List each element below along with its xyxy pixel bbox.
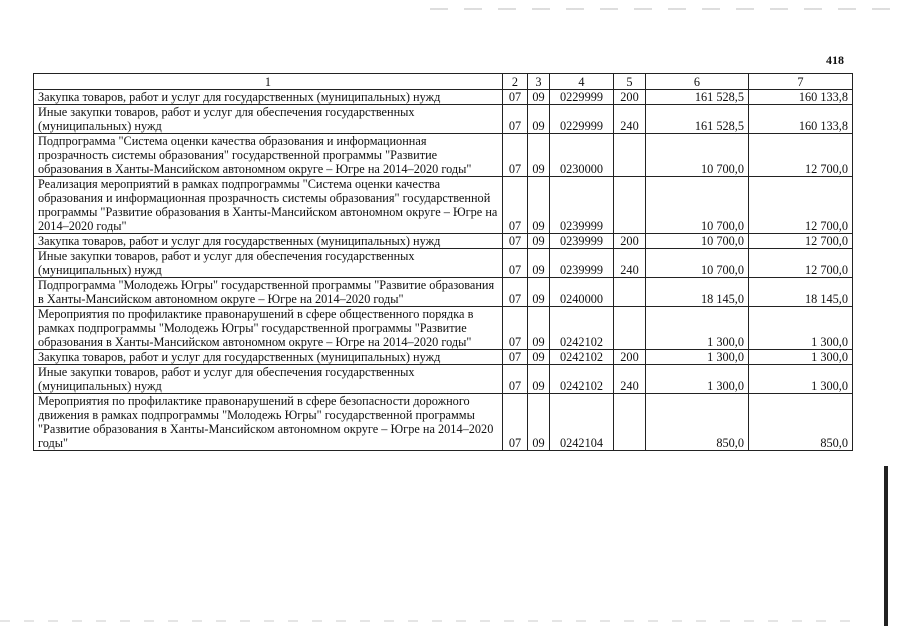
subsection-code-cell: 09 — [528, 234, 550, 249]
expense-type-cell — [614, 307, 646, 350]
table-row — [34, 177, 853, 234]
section-code-cell: 07 — [503, 365, 528, 394]
amount-year2-cell: 1 300,0 — [749, 365, 853, 394]
header-cell: 2 — [503, 74, 528, 90]
section-code-cell: 07 — [503, 278, 528, 307]
table-row — [34, 365, 853, 394]
section-code-cell: 07 — [503, 90, 528, 105]
row-name-cell: Иные закупки товаров, работ и услуг для обеспечения государственных (муниципальных) нужд — [34, 105, 503, 134]
expense-type-cell: 240 — [614, 249, 646, 278]
expense-type-cell — [614, 278, 646, 307]
section-code-cell: 07 — [503, 234, 528, 249]
expense-type-cell — [614, 177, 646, 234]
row-name-cell: Подпрограмма "Молодежь Югры" государственной программы "Развитие образования в Ханты-Мансийском автономном округе – Югре на 2014–2020 годы" — [34, 278, 503, 307]
expense-type-cell: 240 — [614, 365, 646, 394]
section-code-cell: 07 — [503, 249, 528, 278]
target-article-cell: 0239999 — [550, 249, 614, 278]
target-article-cell: 0230000 — [550, 134, 614, 177]
row-name-cell: Мероприятия по профилактике правонарушений в сфере общественного порядка в рамках подпрограммы "Молодежь Югры" государственной программы "Развитие образования в Ханты-Мансийском автономном округе – Югре на 2014–2020 годы" — [34, 307, 503, 350]
header-cell: 1 — [34, 74, 503, 90]
amount-year2-cell: 1 300,0 — [749, 307, 853, 350]
subsection-code-cell: 09 — [528, 249, 550, 278]
scan-edge-bar — [884, 466, 888, 626]
subsection-code-cell: 09 — [528, 307, 550, 350]
table-row — [34, 278, 853, 307]
row-name-cell: Подпрограмма "Система оценки качества образования и информационная прозрачность системы образования" государственной программы "Развитие образования в Ханты-Мансийском автономном округе – Югре на 2014–2020 годы" — [34, 134, 503, 177]
target-article-cell: 0242104 — [550, 394, 614, 451]
header-cell: 5 — [614, 74, 646, 90]
amount-year1-cell: 10 700,0 — [646, 177, 749, 234]
table-header-row — [34, 74, 853, 90]
subsection-code-cell: 09 — [528, 90, 550, 105]
target-article-cell: 0240000 — [550, 278, 614, 307]
section-code-cell: 07 — [503, 134, 528, 177]
scan-artifact-top — [430, 8, 890, 10]
table-row — [34, 234, 853, 249]
amount-year2-cell: 160 133,8 — [749, 90, 853, 105]
amount-year1-cell: 1 300,0 — [646, 350, 749, 365]
amount-year1-cell: 10 700,0 — [646, 234, 749, 249]
subsection-code-cell: 09 — [528, 177, 550, 234]
subsection-code-cell: 09 — [528, 134, 550, 177]
amount-year1-cell: 1 300,0 — [646, 307, 749, 350]
expense-type-cell — [614, 134, 646, 177]
table-row — [34, 307, 853, 350]
amount-year2-cell: 12 700,0 — [749, 234, 853, 249]
table-row — [34, 394, 853, 451]
section-code-cell: 07 — [503, 307, 528, 350]
target-article-cell: 0239999 — [550, 177, 614, 234]
subsection-code-cell: 09 — [528, 278, 550, 307]
expense-type-cell: 240 — [614, 105, 646, 134]
amount-year2-cell: 850,0 — [749, 394, 853, 451]
amount-year2-cell: 12 700,0 — [749, 177, 853, 234]
table-row — [34, 350, 853, 365]
row-name-cell: Закупка товаров, работ и услуг для государственных (муниципальных) нужд — [34, 234, 503, 249]
row-name-cell: Закупка товаров, работ и услуг для государственных (муниципальных) нужд — [34, 90, 503, 105]
row-name-cell: Реализация мероприятий в рамках подпрограммы "Система оценки качества образования и информационная прозрачность системы образования" государственной программы "Развитие образования в Ханты-Мансийском автономном округе – Югре на 2014–2020 годы" — [34, 177, 503, 234]
amount-year2-cell: 18 145,0 — [749, 278, 853, 307]
amount-year2-cell: 12 700,0 — [749, 134, 853, 177]
target-article-cell: 0242102 — [550, 307, 614, 350]
amount-year2-cell: 160 133,8 — [749, 105, 853, 134]
table-row — [34, 90, 853, 105]
row-name-cell: Иные закупки товаров, работ и услуг для обеспечения государственных (муниципальных) нужд — [34, 365, 503, 394]
row-name-cell: Мероприятия по профилактике правонарушений в сфере безопасности дорожного движения в рамках подпрограммы "Молодежь Югры" государственной программы "Развитие образования в Ханты-Мансийском автономном округе – Югре на 2014–2020 годы" — [34, 394, 503, 451]
amount-year1-cell: 10 700,0 — [646, 134, 749, 177]
section-code-cell: 07 — [503, 105, 528, 134]
header-cell: 6 — [646, 74, 749, 90]
section-code-cell: 07 — [503, 350, 528, 365]
subsection-code-cell: 09 — [528, 365, 550, 394]
expense-type-cell: 200 — [614, 234, 646, 249]
amount-year1-cell: 850,0 — [646, 394, 749, 451]
table-row — [34, 105, 853, 134]
amount-year1-cell: 18 145,0 — [646, 278, 749, 307]
page-number: 418 — [826, 53, 844, 67]
expense-type-cell — [614, 394, 646, 451]
subsection-code-cell: 09 — [528, 105, 550, 134]
amount-year1-cell: 10 700,0 — [646, 249, 749, 278]
scan-artifact-bottom — [0, 620, 860, 622]
target-article-cell: 0239999 — [550, 234, 614, 249]
expense-type-cell: 200 — [614, 350, 646, 365]
target-article-cell: 0242102 — [550, 365, 614, 394]
subsection-code-cell: 09 — [528, 350, 550, 365]
subsection-code-cell: 09 — [528, 394, 550, 451]
header-cell: 7 — [749, 74, 853, 90]
target-article-cell: 0229999 — [550, 90, 614, 105]
section-code-cell: 07 — [503, 177, 528, 234]
target-article-cell: 0229999 — [550, 105, 614, 134]
budget-table — [33, 73, 853, 451]
amount-year2-cell: 1 300,0 — [749, 350, 853, 365]
amount-year1-cell: 161 528,5 — [646, 105, 749, 134]
amount-year1-cell: 1 300,0 — [646, 365, 749, 394]
header-cell: 3 — [528, 74, 550, 90]
header-cell: 4 — [550, 74, 614, 90]
amount-year1-cell: 161 528,5 — [646, 90, 749, 105]
amount-year2-cell: 12 700,0 — [749, 249, 853, 278]
target-article-cell: 0242102 — [550, 350, 614, 365]
row-name-cell: Иные закупки товаров, работ и услуг для обеспечения государственных (муниципальных) нужд — [34, 249, 503, 278]
expense-type-cell: 200 — [614, 90, 646, 105]
table-row — [34, 134, 853, 177]
table-body — [34, 90, 853, 451]
row-name-cell: Закупка товаров, работ и услуг для государственных (муниципальных) нужд — [34, 350, 503, 365]
table-row — [34, 249, 853, 278]
section-code-cell: 07 — [503, 394, 528, 451]
